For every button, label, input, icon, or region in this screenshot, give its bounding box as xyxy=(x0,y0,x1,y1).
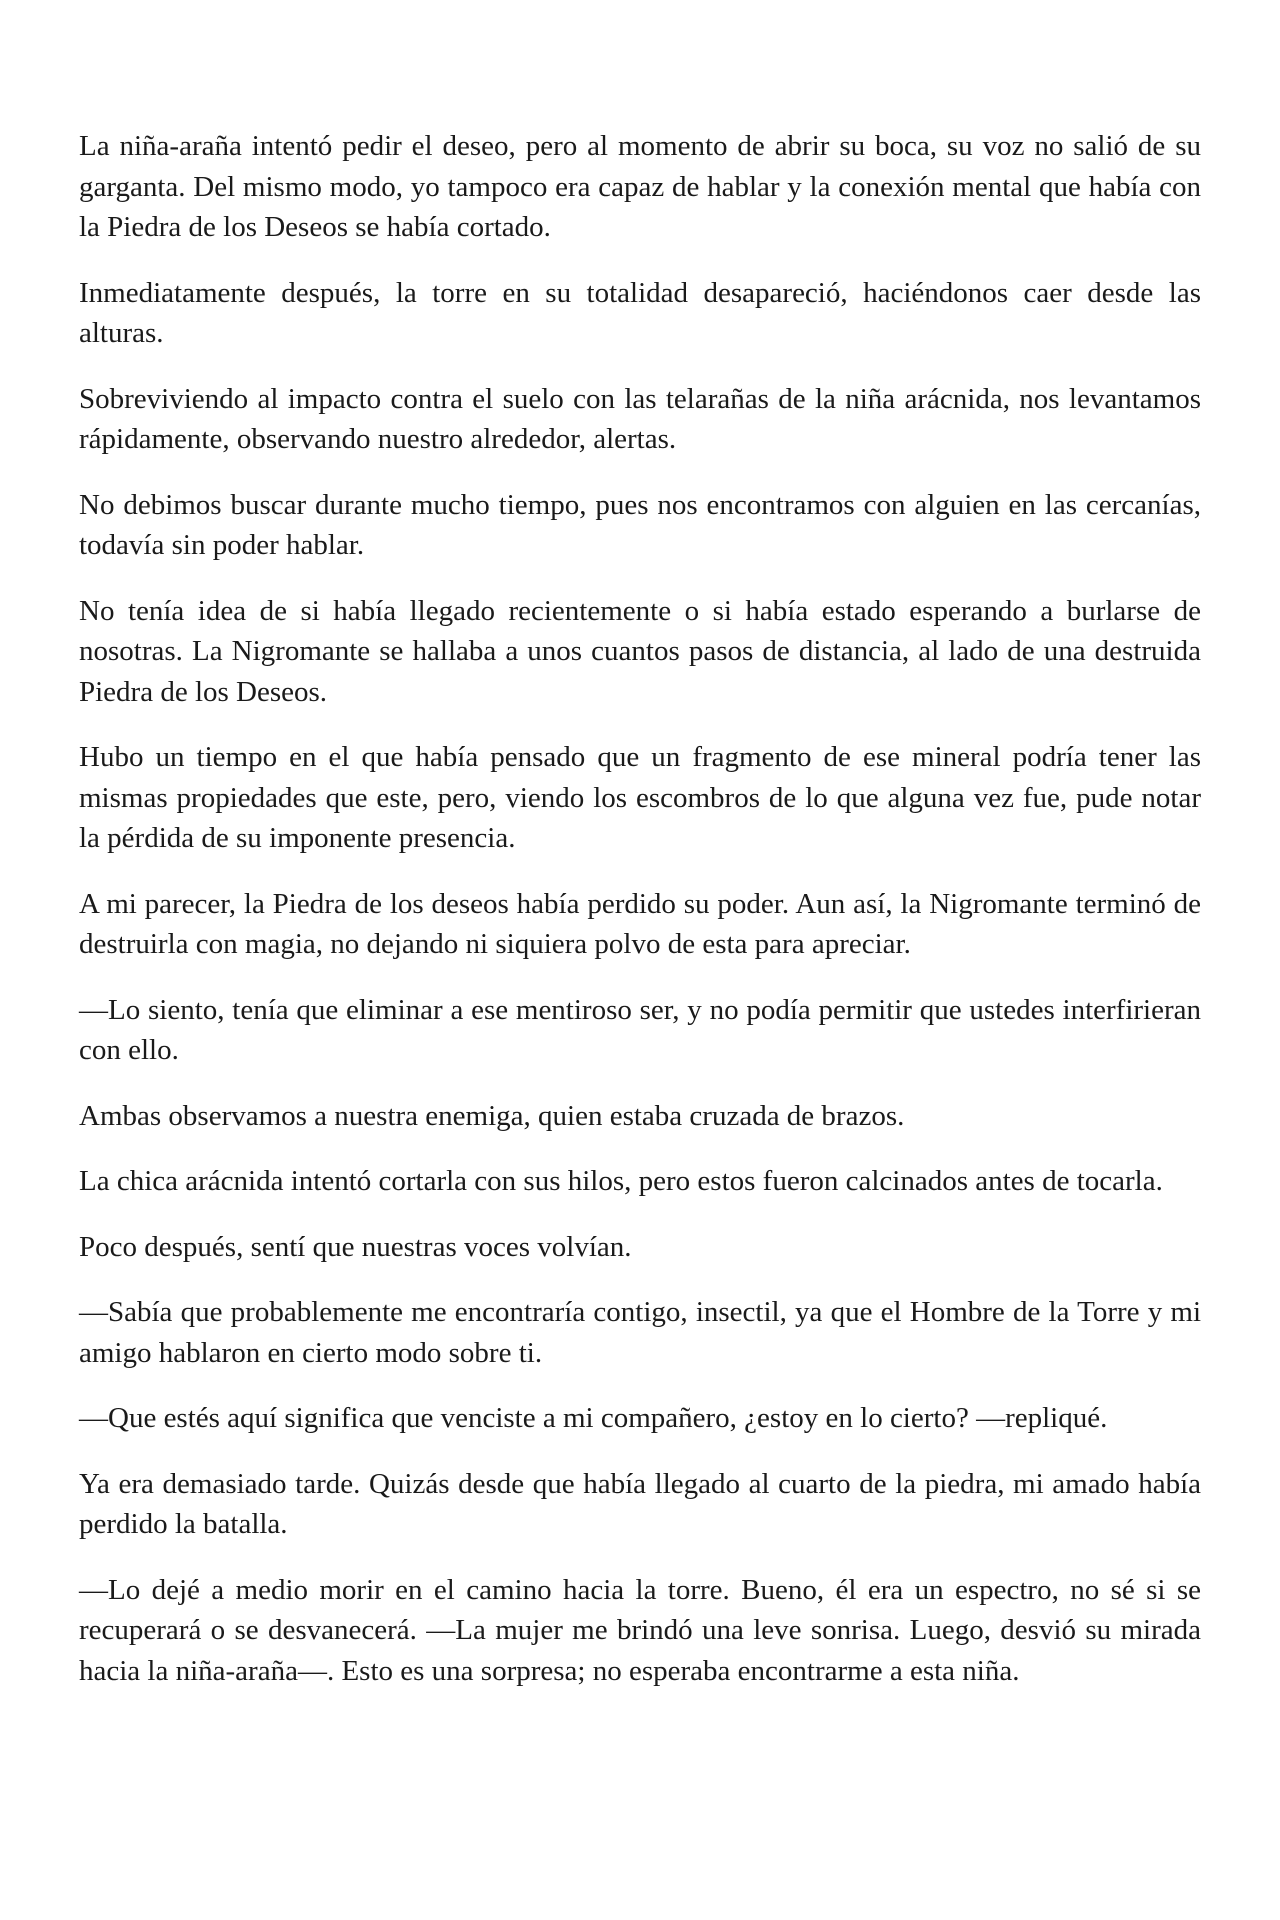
paragraph: —Sabía que probablemente me encontraría contigo, insectil, ya que el Hombre de la Torre y mi amigo hablaron en cierto modo sobre ti. xyxy=(79,1296,1201,1369)
paragraph: Ya era demasiado tarde. Quizás desde que había llegado al cuarto de la piedra, mi amado había perdido la batalla. xyxy=(79,1467,1201,1540)
paragraph: Ambas observamos a nuestra enemiga, quien estaba cruzada de brazos. xyxy=(79,1099,905,1132)
paragraph: No debimos buscar durante mucho tiempo, pues nos encontramos con alguien en las cercanías, todavía sin poder hablar. xyxy=(79,488,1201,561)
document-page xyxy=(79,126,1201,1716)
paragraph: A mi parecer, la Piedra de los deseos había perdido su poder. Aun así, la Nigromante terminó de destruirla con magia, no dejando ni siquiera polvo de esta para apreciar. xyxy=(79,887,1201,960)
paragraph: La chica arácnida intentó cortarla con sus hilos, pero estos fueron calcinados antes de tocarla. xyxy=(79,1165,1163,1197)
paragraph: —Lo siento, tenía que eliminar a ese mentiroso ser, y no podía permitir que ustedes interfirieran con ello. xyxy=(79,993,1201,1066)
paragraph: —Que estés aquí significa que venciste a mi compañero, ¿estoy en lo cierto? —repliqué. xyxy=(79,1402,1108,1434)
paragraph: Hubo un tiempo en el que había pensado que un fragmento de ese mineral podría tener las mismas propiedades que este, pero, viendo los escombros de lo que alguna vez fue, pude notar la pérdida de su imponente presencia. xyxy=(79,741,1201,854)
paragraph: Inmediatamente después, la torre en su totalidad desapareció, haciéndonos caer desde las alturas. xyxy=(79,276,1201,349)
paragraph: Poco después, sentí que nuestras voces volvían. xyxy=(79,1230,632,1263)
paragraph: No tenía idea de si había llegado recientemente o si había estado esperando a burlarse de nosotras. La Nigromante se hallaba a unos cuantos pasos de distancia, al lado de una destruida Piedra de los Deseos. xyxy=(79,594,1201,708)
paragraph: Sobreviviendo al impacto contra el suelo con las telarañas de la niña arácnida, nos levantamos rápidamente, observando nuestro alrededor, alertas. xyxy=(79,382,1201,455)
paragraph: La niña-araña intentó pedir el deseo, pero al momento de abrir su boca, su voz no salió de su garganta. Del mismo modo, yo tampoco era capaz de hablar y la conexión mental que había con la Piedra de los Deseos se había cortado. xyxy=(79,130,1201,243)
paragraph: —Lo dejé a medio morir en el camino hacia la torre. Bueno, él era un espectro, no sé si se recuperará o se desvanecerá. —La mujer me brindó una leve sonrisa. Luego, desvió su mirada hacia la niña-araña—. Esto es una sorpresa; no esperaba encontrarme a esta niña. xyxy=(79,1573,1201,1687)
